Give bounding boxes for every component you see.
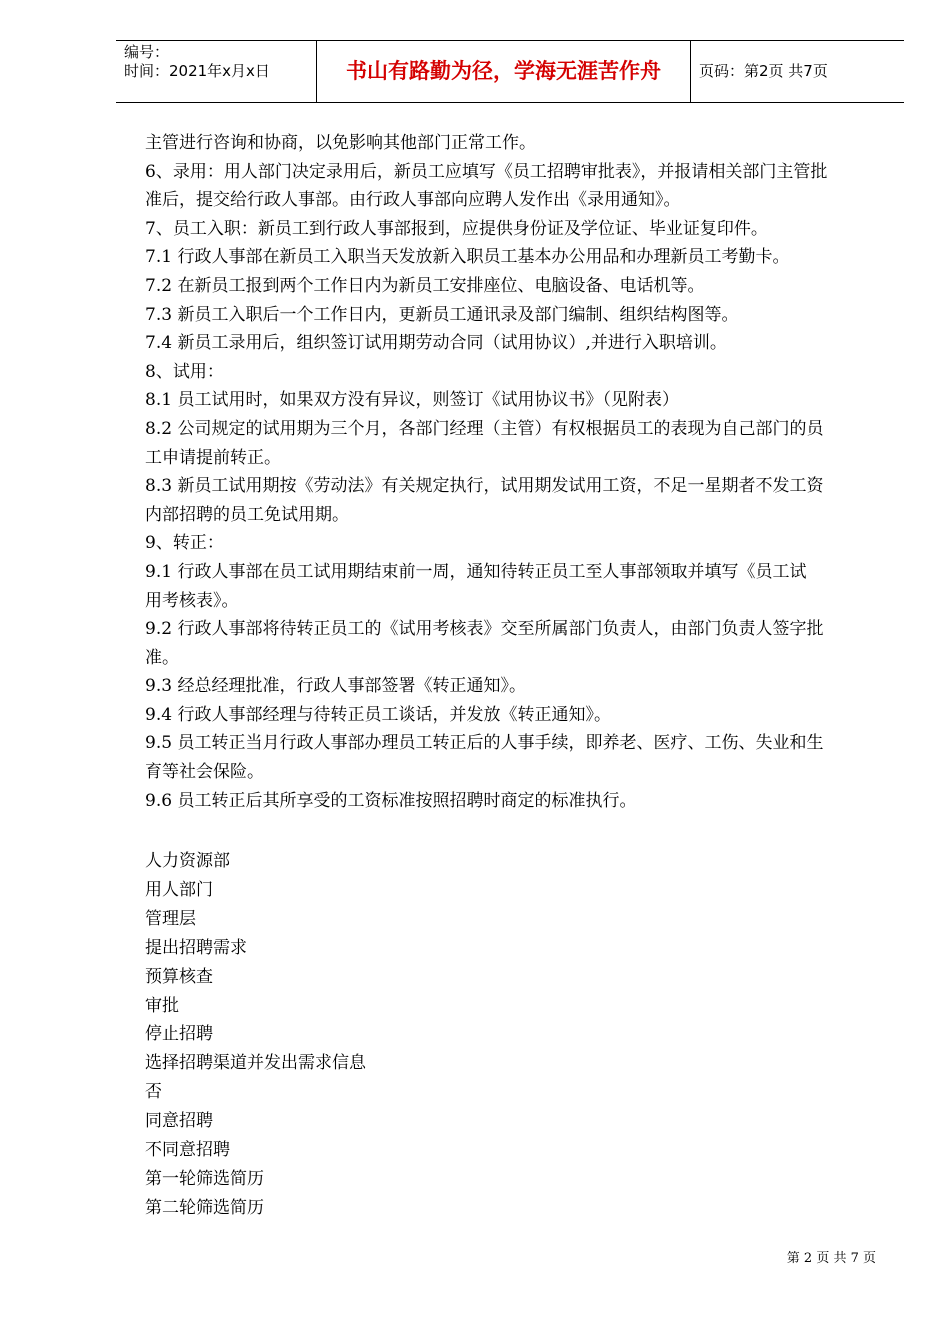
body-line: 准后，提交给行政人事部。由行政人事部向应聘人发作出《录用通知》。 <box>145 190 681 211</box>
body-line: 7、员工入职：新员工到行政人事部报到，应提供身份证及学位证、毕业证复印件。 <box>145 218 768 239</box>
body-line: 用考核表》。 <box>145 590 239 611</box>
body-line: 准。 <box>145 647 179 668</box>
body-line: 9.4 行政人事部经理与待转正员工谈话，并发放《转正通知》。 <box>145 704 611 725</box>
body-line: 8.3 新员工试用期按《劳动法》有关规定执行，试用期发试用工资，不足一星期者不发工资 <box>145 476 824 497</box>
header-page-number: 页码：第2页 共7页 <box>699 62 828 80</box>
flow-item: 人力资源部 <box>145 851 230 871</box>
body-line: 8.1 员工试用时，如果双方没有异议，则签订《试用协议书》（见附表） <box>145 390 679 411</box>
body-line: 9.2 行政人事部将待转正员工的《试用考核表》交至所属部门负责人，由部门负责人签字批 <box>145 619 824 640</box>
flow-item: 第二轮筛选简历 <box>145 1197 264 1218</box>
body-line: 9.6 员工转正后其所享受的工资标准按照招聘时商定的标准执行。 <box>145 790 637 811</box>
flow-item: 第一轮筛选简历 <box>145 1168 264 1189</box>
body-line: 9.1 行政人事部在员工试用期结束前一周，通知待转正员工至人事部领取并填写《员工试 <box>145 561 807 582</box>
body-line: 9.5 员工转正当月行政人事部办理员工转正后的人事手续，即养老、医疗、工伤、失业和生 <box>145 733 824 754</box>
body-line: 7.2 在新员工报到两个工作日内为新员工安排座位、电脑设备、电话机等。 <box>145 275 705 296</box>
body-line: 6、录用：用人部门决定录用后，新员工应填写《员工招聘审批表》，并报请相关部门主管批 <box>145 161 828 182</box>
body-line: 8.2 公司规定的试用期为三个月，各部门经理（主管）有权根据员工的表现为自己部门的员 <box>145 418 824 439</box>
document-number-label: 编号： <box>124 43 170 61</box>
body-line: 7.4 新员工录用后，组织签订试用期劳动合同（试用协议）,并进行入职培训。 <box>145 333 727 354</box>
flow-item: 审批 <box>145 995 179 1016</box>
flow-item: 提出招聘需求 <box>145 937 247 958</box>
header-meta-cell <box>116 41 317 102</box>
flow-item: 选择招聘渠道并发出需求信息 <box>145 1053 366 1074</box>
flow-item: 同意招聘 <box>145 1111 213 1132</box>
flow-item: 不同意招聘 <box>145 1140 230 1161</box>
body-line: 主管进行咨询和协商，以免影响其他部门正常工作。 <box>145 133 536 153</box>
body-line: 9、转正： <box>145 533 224 554</box>
header-motto: 书山有路勤为径，学海无涯苦作舟 <box>317 41 691 102</box>
body-line: 工申请提前转正。 <box>145 447 281 468</box>
flow-item: 预算核查 <box>145 966 213 987</box>
flow-item: 用人部门 <box>145 879 213 900</box>
body-line: 9.3 经总经理批准，行政人事部签署《转正通知》。 <box>145 676 526 697</box>
body-text <box>145 129 880 815</box>
body-line: 育等社会保险。 <box>145 762 264 783</box>
body-line: 内部招聘的员工免试用期。 <box>145 504 349 525</box>
flowchart-labels-list <box>145 847 545 1223</box>
flow-item: 停止招聘 <box>145 1024 213 1045</box>
page-footer: 第 2 页 共 7 页 <box>786 1251 876 1266</box>
body-line: 7.1 行政人事部在新员工入职当天发放新入职员工基本办公用品和办理新员工考勤卡。 <box>145 247 790 268</box>
body-line: 7.3 新员工入职后一个工作日内，更新员工通讯录及部门编制、组织结构图等。 <box>145 304 739 325</box>
flow-item: 否 <box>145 1082 162 1103</box>
page-header <box>116 40 904 103</box>
document-date-label: 时间：2021年x月x日 <box>124 62 270 80</box>
body-line: 8、试用： <box>145 361 224 382</box>
flow-item: 管理层 <box>145 908 196 929</box>
